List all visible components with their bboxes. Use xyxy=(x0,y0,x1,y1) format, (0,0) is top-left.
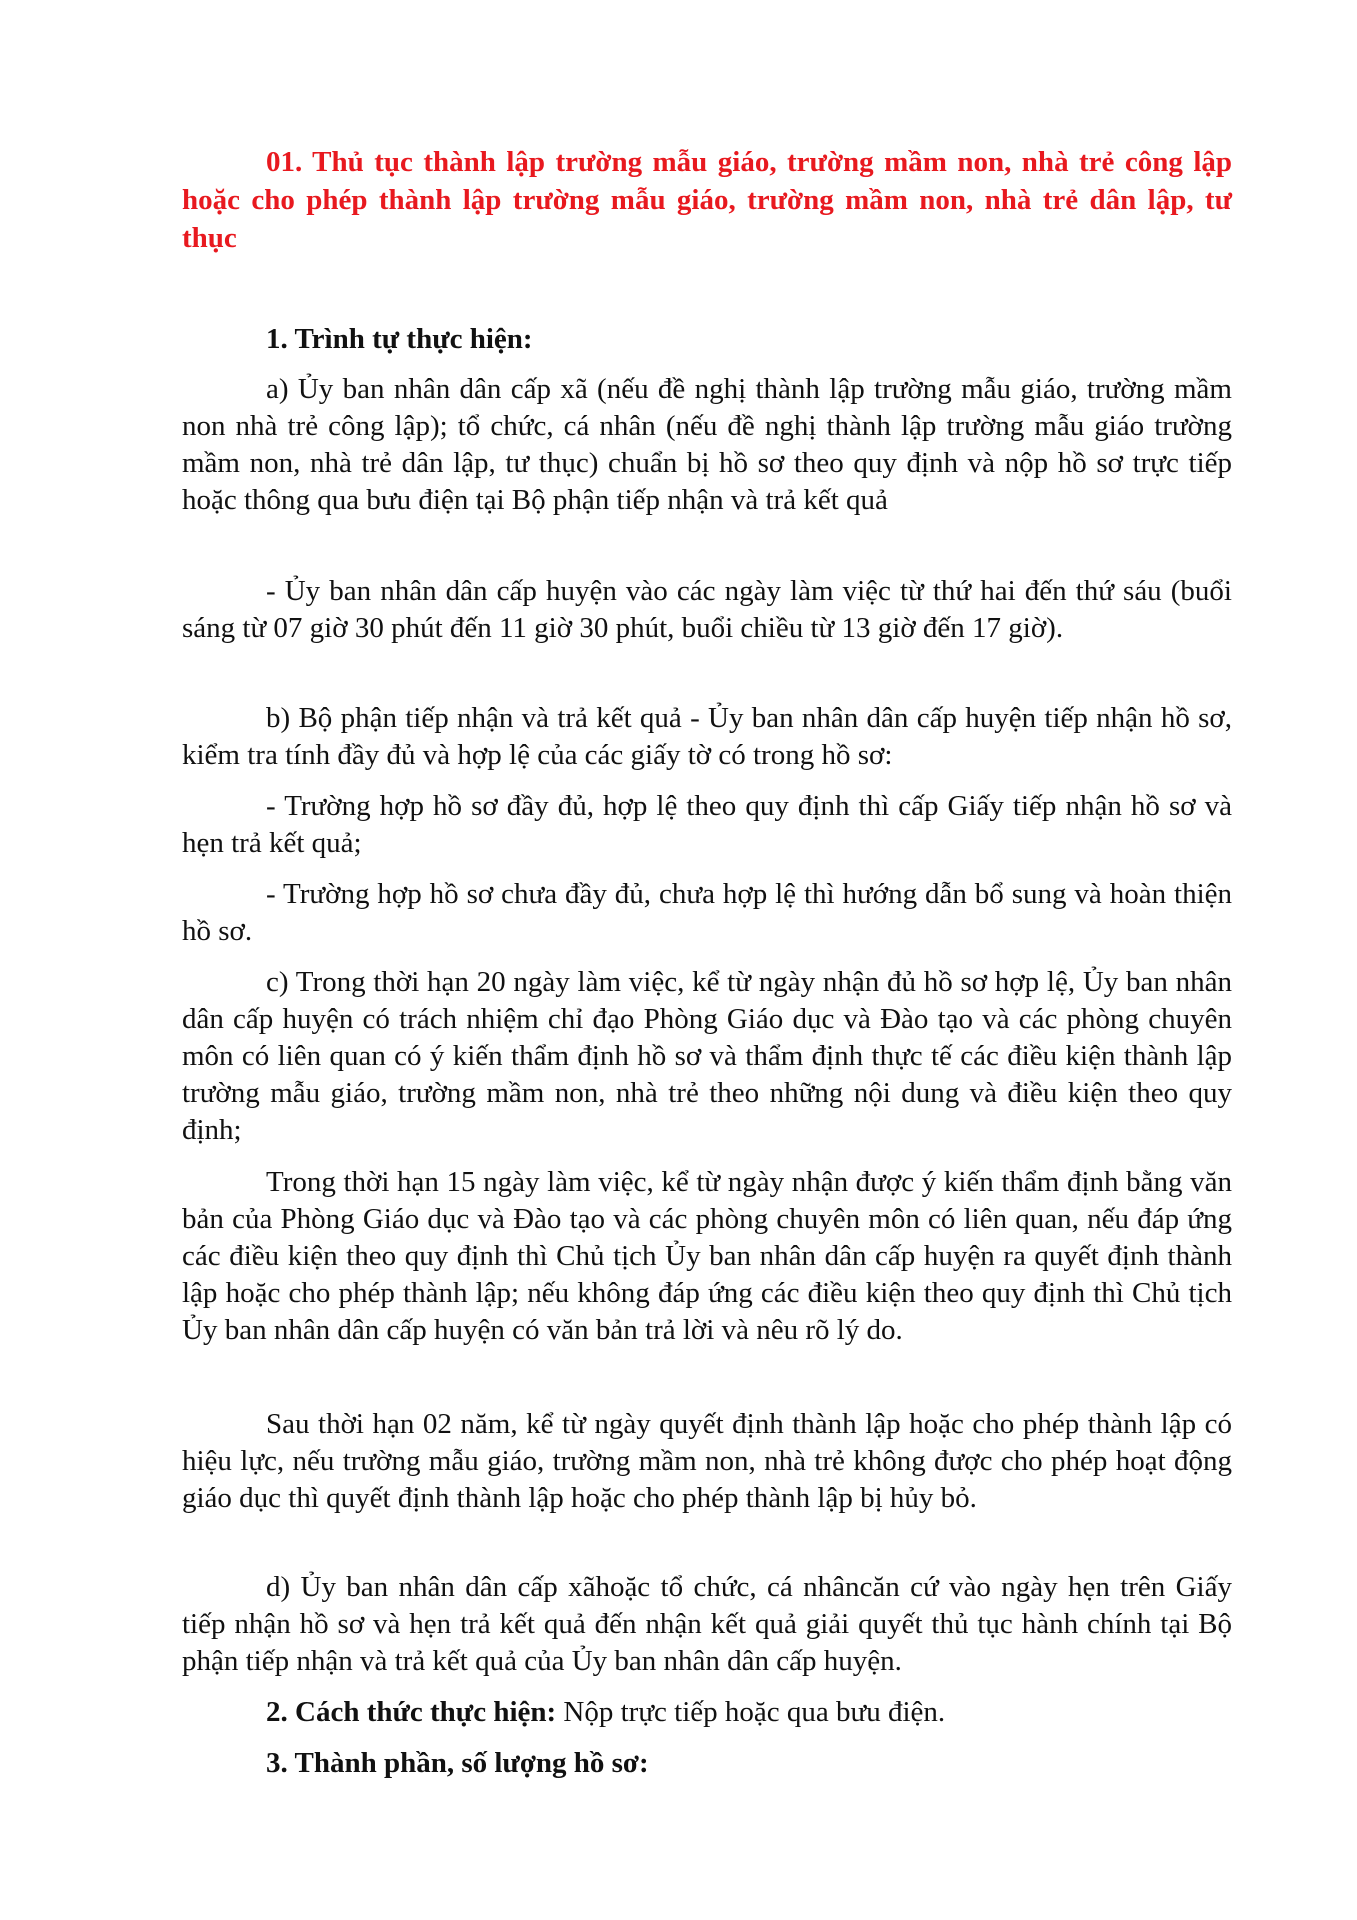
document-title: 01. Thủ tục thành lập trường mẫu giáo, trường mầm non, nhà trẻ công lập hoặc cho phép thành lập trường mẫu giáo, trường mầm non, nhà trẻ dân lập, tư thục xyxy=(182,146,1232,254)
section-1-heading-text: 1. Trình tự thực hiện: xyxy=(266,323,533,355)
paragraph-b1: - Trường hợp hồ sơ đầy đủ, hợp lệ theo quy định thì cấp Giấy tiếp nhận hồ sơ và hẹn trả kết quả; xyxy=(182,790,1232,859)
section-2 xyxy=(182,1694,1232,1731)
paragraph-c2: Trong thời hạn 15 ngày làm việc, kể từ ngày nhận được ý kiến thẩm định bằng văn bản của Phòng Giáo dục và Đào tạo và các phòng chuyên môn có liên quan, nếu đáp ứng các điều kiện theo quy định thì Chủ tịch Ủy ban nhân dân cấp huyện ra quyết định thành lập hoặc cho phép thành lập; nếu không đáp ứng các điều kiện theo quy định thì Chủ tịch Ủy ban nhân dân cấp huyện có văn bản trả lời và nêu rõ lý do. xyxy=(182,1166,1232,1346)
paragraph-a-hours: - Ủy ban nhân dân cấp huyện vào các ngày làm việc từ thứ hai đến thứ sáu (buổi sáng từ 07 giờ 30 phút đến 11 giờ 30 phút, buổi chiều từ 13 giờ đến 17 giờ). xyxy=(182,575,1232,644)
section-2-heading: 2. Cách thức thực hiện: xyxy=(266,1696,557,1728)
paragraph-a: a) Ủy ban nhân dân cấp xã (nếu đề nghị thành lập trường mẫu giáo, trường mầm non nhà trẻ công lập); tổ chức, cá nhân (nếu đề nghị thành lập trường mẫu giáo trường mầm non, nhà trẻ dân lập, tư thục) chuẩn bị hồ sơ theo quy định và nộp hồ sơ trực tiếp hoặc thông qua bưu điện tại Bộ phận tiếp nhận và trả kết quả xyxy=(182,373,1232,516)
paragraph-b2: - Trường hợp hồ sơ chưa đầy đủ, chưa hợp lệ thì hướng dẫn bổ sung và hoàn thiện hồ sơ. xyxy=(182,878,1232,947)
paragraph-b: b) Bộ phận tiếp nhận và trả kết quả - Ủy ban nhân dân cấp huyện tiếp nhận hồ sơ, kiểm tra tính đầy đủ và hợp lệ của các giấy tờ có trong hồ sơ: xyxy=(182,702,1232,771)
section-3-heading xyxy=(182,1745,1232,1782)
section-2-text: Nộp trực tiếp hoặc qua bưu điện. xyxy=(556,1696,946,1728)
section-1-heading xyxy=(182,321,1232,358)
paragraph-c: c) Trong thời hạn 20 ngày làm việc, kể từ ngày nhận đủ hồ sơ hợp lệ, Ủy ban nhân dân cấp huyện có trách nhiệm chỉ đạo Phòng Giáo dục và Đào tạo và các phòng chuyên môn có liên quan có ý kiến thẩm định hồ sơ và thẩm định thực tế các điều kiện thành lập trường mẫu giáo, trường mầm non, nhà trẻ theo những nội dung và điều kiện theo quy định; xyxy=(182,966,1232,1146)
paragraph-c3: Sau thời hạn 02 năm, kể từ ngày quyết định thành lập hoặc cho phép thành lập có hiệu lực, nếu trường mẫu giáo, trường mầm non, nhà trẻ không được cho phép hoạt động giáo dục thì quyết định thành lập hoặc cho phép thành lập bị hủy bỏ. xyxy=(182,1408,1232,1514)
paragraph-d: d) Ủy ban nhân dân cấp xãhoặc tổ chức, cá nhâncăn cứ vào ngày hẹn trên Giấy tiếp nhận hồ sơ và hẹn trả kết quả đến nhận kết quả giải quyết thủ tục hành chính tại Bộ phận tiếp nhận và trả kết quả của Ủy ban nhân dân cấp huyện. xyxy=(182,1571,1232,1677)
section-3-heading-text: 3. Thành phần, số lượng hồ sơ: xyxy=(266,1747,649,1779)
